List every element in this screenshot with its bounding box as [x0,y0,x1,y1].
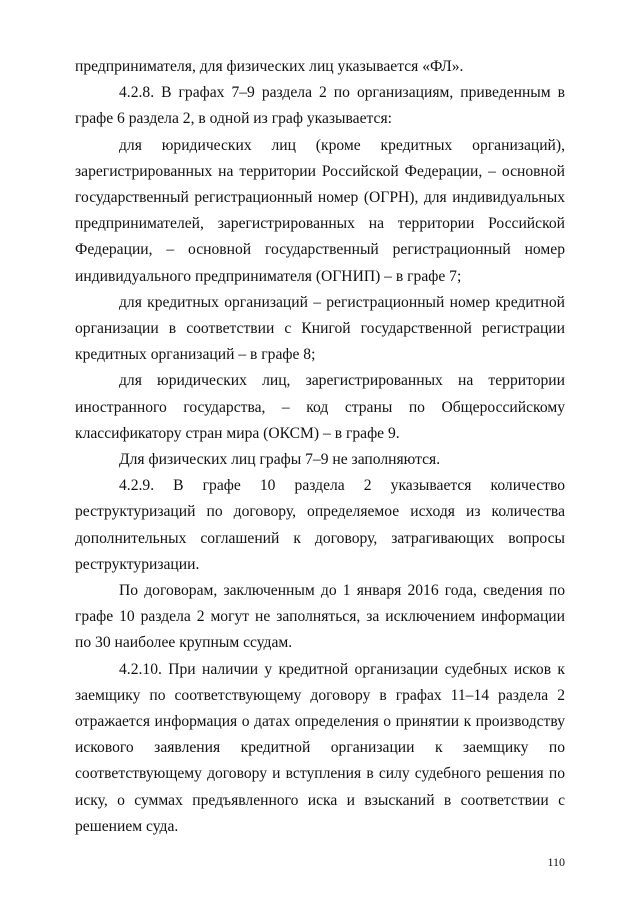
document-body [75,54,565,840]
paragraph-continuation: предпринимателя, для физических лиц указывается «ФЛ». [75,58,464,75]
page-number: 110 [547,855,565,869]
paragraph-foreign-entities: для юридических лиц, зарегистрированных на территории иностранного государства, – код страны по Общероссийскому классификатору стран мира (ОКСМ) – в графе 9. [75,372,565,442]
paragraph-individuals: Для физических лиц графы 7–9 не заполняются. [119,451,441,469]
paragraph-credit-organizations: для кредитных организаций – регистрационный номер кредитной организации в соответствии с Книгой государственной регистрации кредитных организаций – в графе 8; [75,293,565,364]
paragraph-4-2-10: 4.2.10. При наличии у кредитной организации судебных исков к заемщику по соответствующему договору в графах 11–14 раздела 2 отражается информация о датах определения о принятии к производству искового заявления кредитной организации к заемщику по соответствующему договору и вступления в силу судебного решения по иску, о суммах предъявленного иска и взысканий в соответствии с решением суда. [75,660,565,835]
paragraph-4-2-9: 4.2.9. В графе 10 раздела 2 указывается количество реструктуризаций по договору, определяемое исходя из количества дополнительных соглашений к договору, затрагивающих вопросы реструктуризации. [75,477,565,573]
paragraph-legal-entities: для юридических лиц (кроме кредитных организаций), зарегистрированных на территории Российской Федерации, – основной государственный регистрационный номер (ОГРН), для индивидуальных предпринимателей, зарегистрированных на территории Российской Федерации, – основной государственный регистрационный номер индивидуального предпринимателя (ОГНИП) – в графе 7; [75,136,565,285]
paragraph-4-2-8: 4.2.8. В графах 7–9 раздела 2 по организациям, приведенным в графе 6 раздела 2, в одной из граф указывается: [75,84,565,128]
paragraph-contracts-2016: По договорам, заключенным до 1 января 2016 года, сведения по графе 10 раздела 2 могут не заполняться, за исключением информации по 30 наиболее крупным ссудам. [75,582,565,652]
